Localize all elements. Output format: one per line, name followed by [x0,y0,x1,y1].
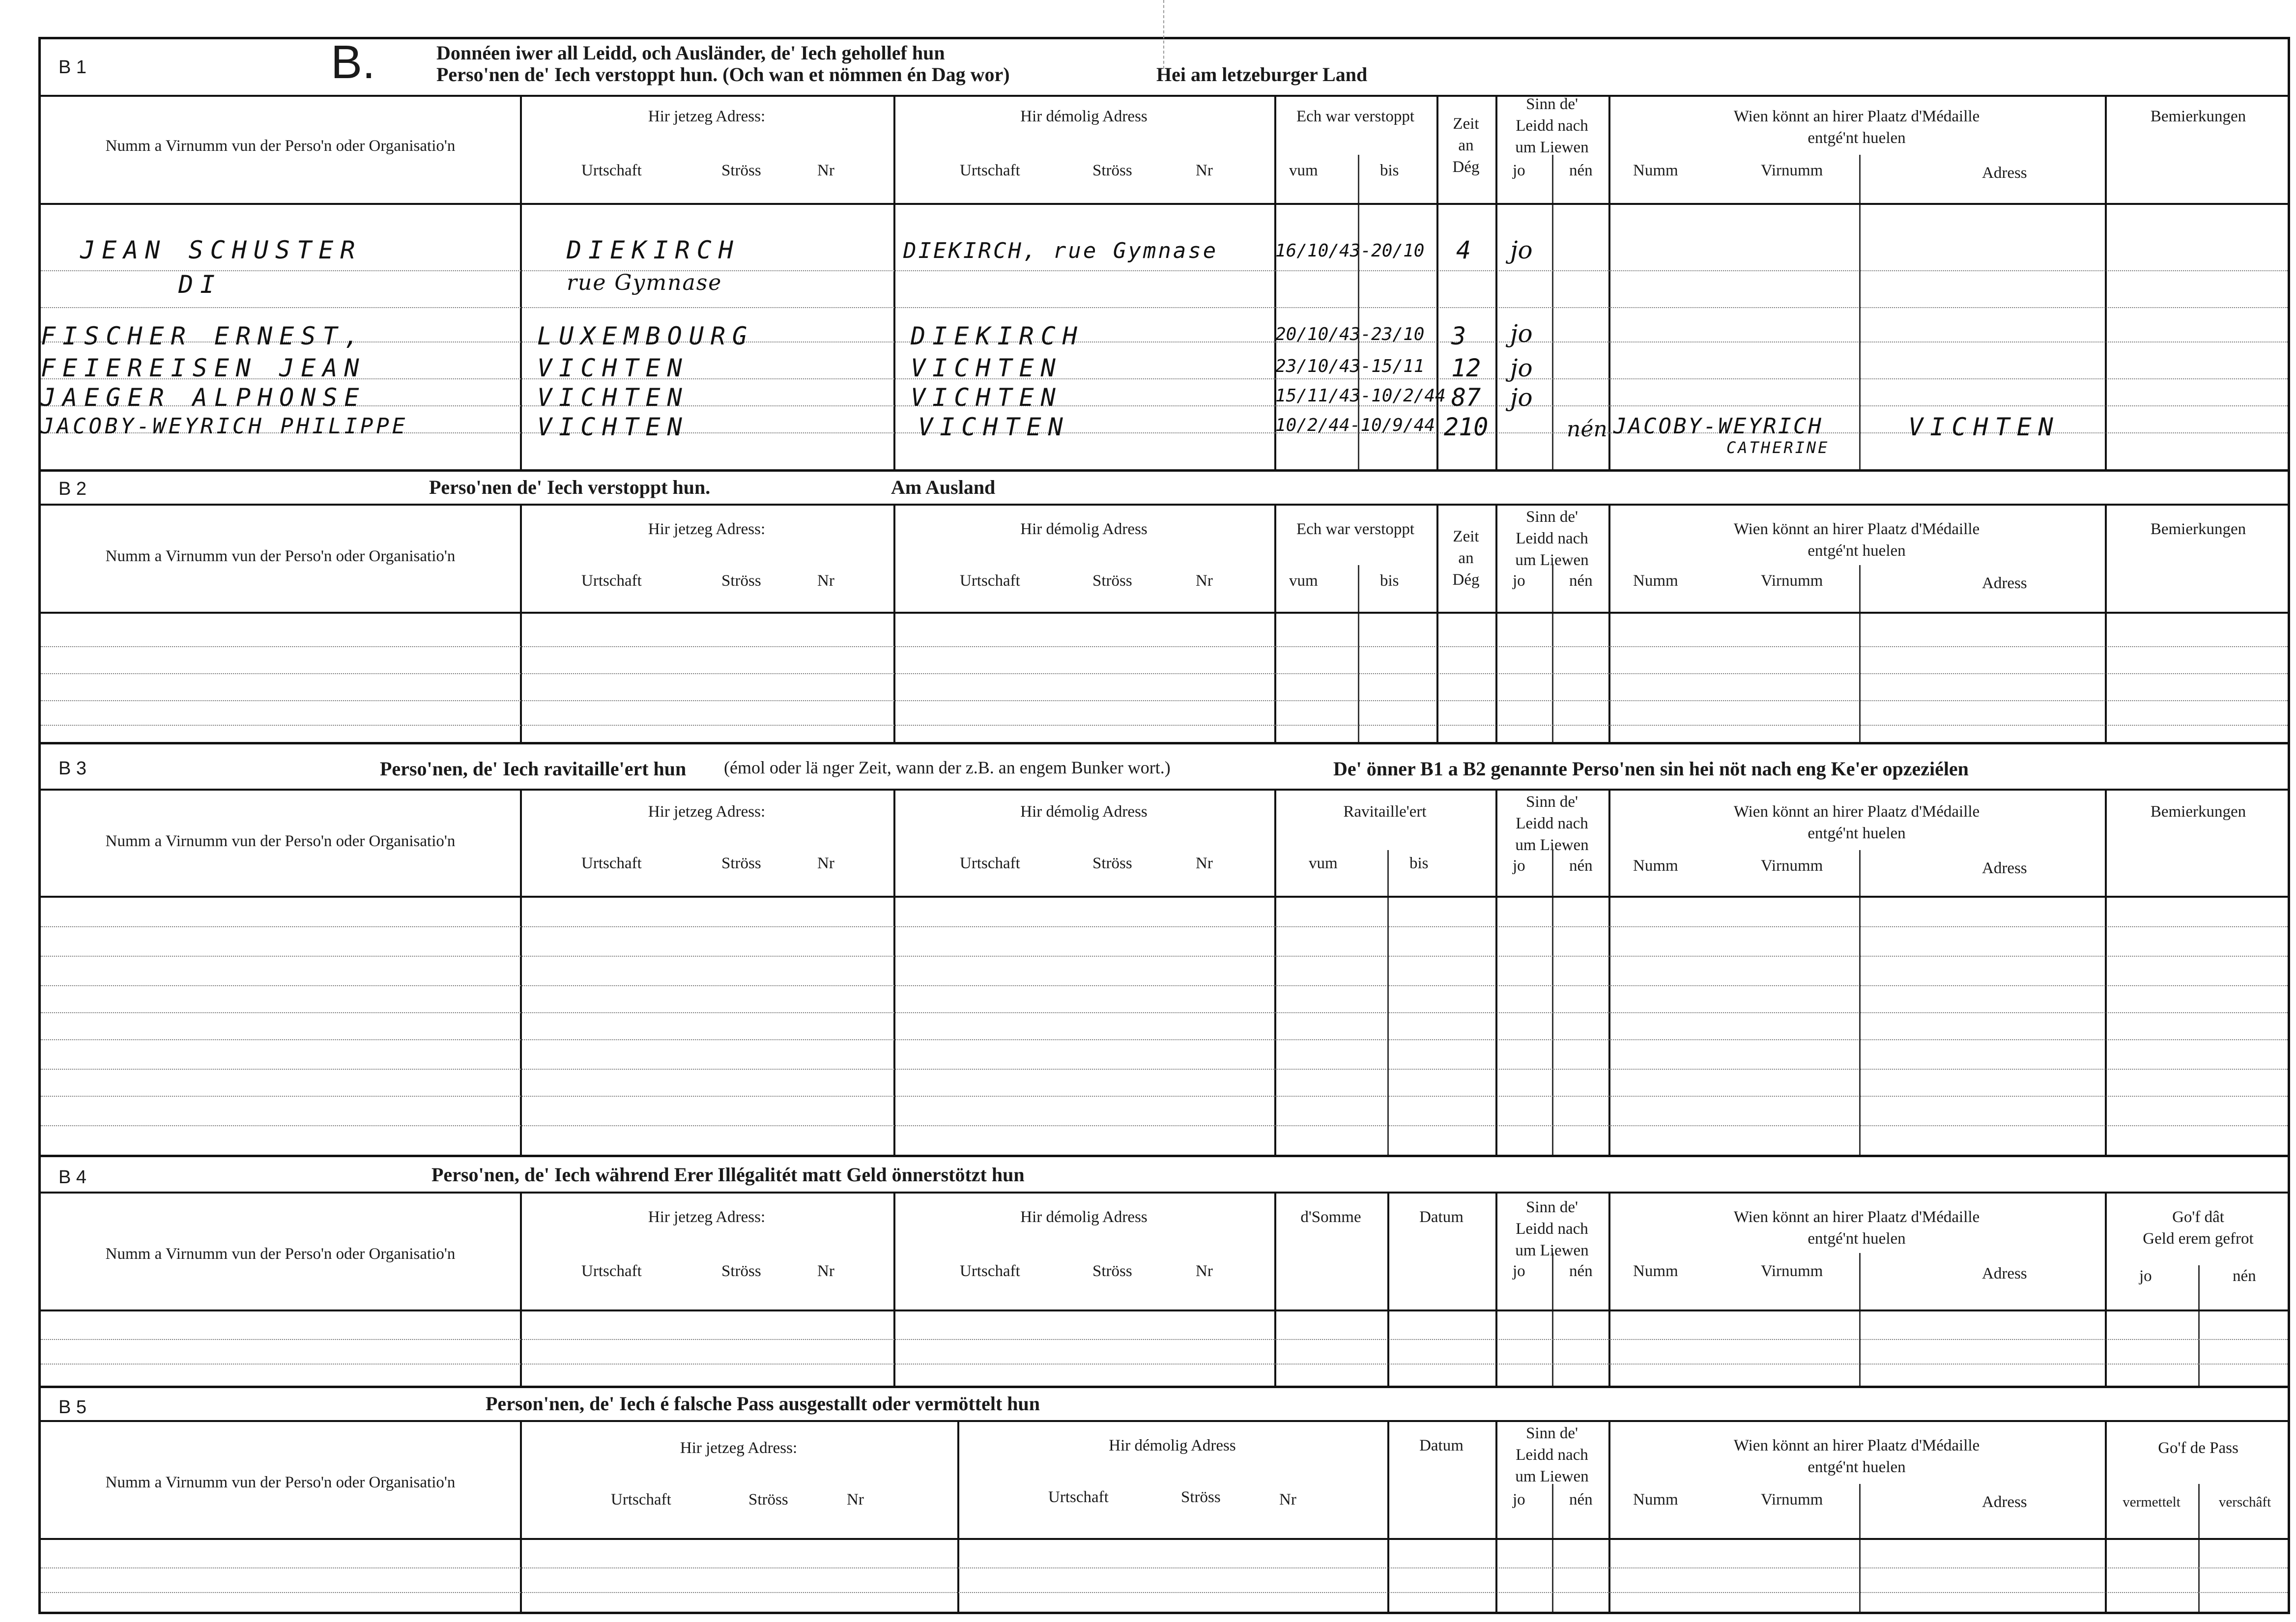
header-from: vum [1289,162,1318,179]
header-danger-1: Sinn de' [1526,508,1578,526]
row-current-place: VICHTEN [537,413,689,441]
header-remarks: Bemierkungen [2150,520,2246,538]
header-current-address: Hir jetzeg Adress: [648,520,766,538]
row-current-place: VICHTEN [537,383,689,412]
header-danger-1: Sinn de' [1526,95,1578,113]
section-b3-note: (émol oder lä nger Zeit, wann der z.B. an engem Bunker wort.) [724,758,1171,777]
header-number: Nr [817,1262,834,1280]
header-number: Nr [1196,854,1213,872]
header-medal-1: Wien könnt an hirer Plaatz d'Médaille [1733,108,1980,125]
section-b2-title: Perso'nen de' Iech verstoppt hun. [429,476,711,498]
header-firstname: Virnumm [1761,1491,1823,1508]
header-no: nén [1569,1262,1593,1280]
header-surname: Numm [1633,572,1678,590]
header-danger-3: um Liewen [1515,139,1589,156]
header-surname: Numm [1633,1491,1678,1508]
section-letter: B. [331,36,375,88]
header-danger-2: Leidd nach [1516,530,1588,547]
header-number: Nr [1196,162,1213,179]
header-address: Adress [1982,1493,2027,1511]
header-place: Urtschaft [581,572,642,590]
section-b2-header [41,472,2288,506]
section-b3-header [41,744,2288,791]
header-time-3: Dég [1452,571,1480,589]
row-former-address: DIEKIRCH [911,322,1084,350]
header-place: Urtschaft [960,854,1020,872]
header-danger-3: um Liewen [1515,551,1589,569]
section-b4 [38,1155,2290,1388]
row-name: JACOBY-WEYRICH PHILIPPE [41,414,408,439]
row-days: 3 [1451,322,1466,350]
header-to: bis [1409,854,1429,872]
row-medal-address: VICHTEN [1908,413,2060,441]
row-former-address: VICHTEN [918,413,1070,441]
row-days: 4 [1456,236,1471,264]
row-former-address: VICHTEN [911,383,1062,412]
header-name: Numm a Virnumm vun der Perso'n oder Organisatio'n [105,1245,456,1263]
header-danger-2: Leidd nach [1516,117,1588,135]
row-current-place: LUXEMBOURG [537,322,754,350]
section-b5-title: Person'nen, de' Iech é falsche Pass ausgestallt oder vermöttelt hun [486,1393,1040,1415]
section-b1-subtitle-suffix: Hei am letzeburger Land [1156,63,1368,85]
header-medal-2: entgé'nt huelen [1808,825,1906,842]
header-sum: d'Somme [1300,1208,1361,1226]
row-from-to: 15/11/43-10/2/44 [1275,386,1446,406]
header-hidden: Ech war verstoppt [1296,108,1415,125]
header-from: vum [1309,854,1338,872]
header-name: Numm a Virnumm vun der Perso'n oder Organisatio'n [105,547,456,565]
header-number: Nr [817,572,834,590]
header-danger-2: Leidd nach [1516,1220,1588,1238]
header-danger-3: um Liewen [1515,1242,1589,1259]
header-danger-2: Leidd nach [1516,1446,1588,1464]
row-name-2: DI [178,270,222,299]
header-danger-1: Sinn de' [1526,1198,1578,1216]
header-given: verschâft [2218,1494,2271,1510]
header-medal-1: Wien könnt an hirer Plaatz d'Médaille [1733,520,1980,538]
header-place: Urtschaft [1048,1488,1109,1506]
header-no: nén [1569,1491,1593,1508]
header-time-3: Dég [1452,158,1480,176]
header-address: Adress [1982,164,2027,182]
row-name: FEIEREISEN JEAN [41,354,366,382]
header-place: Urtschaft [960,1262,1020,1280]
row-from-to: 23/10/43-15/11 [1275,356,1425,376]
header-street: Ströss [721,162,761,179]
section-b3-label: B 3 [58,758,87,779]
row-name: JEAN SCHUSTER [80,236,362,264]
header-number: Nr [817,162,834,179]
section-b3-title-suffix: De' önner B1 a B2 genannte Perso'nen sin hei nöt nach eng Ke'er opzeziélen [1333,758,1969,780]
header-name: Numm a Virnumm vun der Perso'n oder Organisatio'n [105,1474,456,1491]
header-street: Ströss [1092,854,1132,872]
header-date: Datum [1419,1208,1464,1226]
header-address: Adress [1982,1265,2027,1282]
section-b2-label: B 2 [58,479,87,499]
header-former-address: Hir démolig Adress [1109,1437,1236,1454]
fold-mark [1163,0,1164,69]
section-b5-header [41,1388,2288,1422]
header-time-2: an [1458,549,1474,567]
row-medal-surname: JACOBY-WEYRICH [1613,414,1823,439]
section-b4-title: Perso'nen, de' Iech während Erer Illégalitét matt Geld önnerstötzt hun [431,1164,1025,1186]
header-firstname: Virnumm [1761,857,1823,875]
header-time-1: Zeit [1453,115,1479,133]
section-b4-label: B 4 [58,1167,87,1188]
header-no: nén [2233,1267,2256,1285]
header-remarks: Bemierkungen [2150,803,2246,821]
section-b3-title: Perso'nen, de' Iech ravitaille'ert hun [380,758,687,780]
header-yes: jo [1513,162,1525,179]
header-yes: jo [1513,1262,1525,1280]
header-pass: Go'f de Pass [2158,1439,2239,1457]
header-medal-2: entgé'nt huelen [1808,542,1906,560]
header-street: Ströss [1092,572,1132,590]
header-address: Adress [1982,859,2027,877]
row-days: 12 [1451,354,1481,382]
header-money-1: Go'f dât [2172,1208,2224,1226]
header-place: Urtschaft [581,162,642,179]
header-street: Ströss [721,572,761,590]
section-b1-label: B 1 [58,57,87,78]
header-place: Urtschaft [960,162,1020,179]
header-medal-1: Wien könnt an hirer Plaatz d'Médaille [1733,1437,1980,1454]
header-former-address: Hir démolig Adress [1020,520,1148,538]
header-street: Ströss [1181,1488,1221,1506]
row-yes: jo [1510,354,1533,382]
header-street: Ströss [1092,1262,1132,1280]
header-surname: Numm [1633,162,1678,179]
header-from: vum [1289,572,1318,590]
header-remarks: Bemierkungen [2150,108,2246,125]
header-number: Nr [1279,1491,1296,1508]
header-name: Numm a Virnumm vun der Perso'n oder Organisatio'n [105,832,456,850]
section-b3 [38,742,2290,1157]
header-number: Nr [847,1491,864,1508]
row-former-address: DIEKIRCH, rue Gymnase [903,238,1218,263]
header-no: nén [1569,162,1593,179]
row-name: FISCHER ERNEST, [41,322,366,350]
header-yes: jo [1513,1491,1525,1508]
header-yes: jo [2139,1267,2152,1285]
header-current-address: Hir jetzeg Adress: [648,1208,766,1226]
row-yes: jo [1510,383,1533,412]
header-money-2: Geld erem gefrot [2143,1230,2254,1248]
header-number: Nr [1196,572,1213,590]
header-yes: jo [1513,572,1525,590]
header-yes: jo [1513,857,1525,875]
header-danger-2: Leidd nach [1516,815,1588,832]
header-date: Datum [1419,1437,1464,1454]
header-address: Adress [1982,574,2027,592]
header-current-address: Hir jetzeg Adress: [680,1439,798,1457]
section-b1-subtitle: Perso'nen de' Iech verstoppt hun. (Och wan et nömmen én Dag wor) [436,63,1010,85]
row-current-place: VICHTEN [537,354,689,382]
header-no: nén [1569,857,1593,875]
header-to: bis [1380,572,1399,590]
row-days: 210 [1444,413,1489,441]
row-no: nén [1567,417,1607,442]
header-danger-1: Sinn de' [1526,793,1578,811]
row-from-to: 20/10/43-23/10 [1275,324,1425,344]
header-street: Ströss [748,1491,788,1508]
header-surname: Numm [1633,857,1678,875]
header-firstname: Virnumm [1761,162,1823,179]
header-medal-1: Wien könnt an hirer Plaatz d'Médaille [1733,803,1980,821]
header-hidden: Ech war verstoppt [1296,520,1415,538]
row-medal-firstname: CATHERINE [1726,438,1830,457]
header-danger-3: um Liewen [1515,1468,1589,1485]
header-medal-1: Wien könnt an hirer Plaatz d'Médaille [1733,1208,1980,1226]
section-b5-label: B 5 [58,1397,87,1418]
section-b1-title: Donnéen iwer all Leidd, och Ausländer, de' Iech gehollef hun [436,42,945,64]
header-former-address: Hir démolig Adress [1020,108,1148,125]
header-supplied: Ravitaille'ert [1343,803,1427,821]
header-surname: Numm [1633,1262,1678,1280]
section-b2 [38,469,2290,744]
row-from-to: 16/10/43-20/10 [1275,241,1425,261]
header-place: Urtschaft [960,572,1020,590]
row-yes: jo [1510,236,1533,264]
header-firstname: Virnumm [1761,1262,1823,1280]
header-mediated: vermettelt [2123,1494,2181,1510]
row-former-address: VICHTEN [911,354,1062,382]
header-street: Ströss [721,854,761,872]
row-current-place: DIEKIRCH [567,236,740,264]
header-medal-2: entgé'nt huelen [1808,129,1906,147]
header-time-2: an [1458,137,1474,154]
header-place: Urtschaft [581,1262,642,1280]
header-to: bis [1380,162,1399,179]
section-b1-header [41,36,2288,97]
header-street: Ströss [1092,162,1132,179]
section-b1 [38,37,2290,472]
header-former-address: Hir démolig Adress [1020,803,1148,821]
header-firstname: Virnumm [1761,572,1823,590]
header-danger-1: Sinn de' [1526,1424,1578,1442]
header-current-address: Hir jetzeg Adress: [648,108,766,125]
header-former-address: Hir démolig Adress [1020,1208,1148,1226]
header-current-address: Hir jetzeg Adress: [648,803,766,821]
row-current-street: rue Gymnase [567,270,722,295]
row-name: JAEGER ALPHONSE [41,383,366,412]
section-b4-header [41,1157,2288,1194]
header-place: Urtschaft [611,1491,671,1508]
section-b2-title-suffix: Am Ausland [891,476,996,498]
header-medal-2: entgé'nt huelen [1808,1230,1906,1248]
section-b5 [38,1386,2290,1614]
header-number: Nr [817,854,834,872]
header-time-1: Zeit [1453,528,1479,545]
header-number: Nr [1196,1262,1213,1280]
header-street: Ströss [721,1262,761,1280]
header-medal-2: entgé'nt huelen [1808,1458,1906,1476]
row-from-to: 10/2/44-10/9/44 [1275,415,1435,435]
header-place: Urtschaft [581,854,642,872]
row-days: 87 [1451,383,1481,412]
header-no: nén [1569,572,1593,590]
row-yes: jo [1510,319,1533,348]
header-name: Numm a Virnumm vun der Perso'n oder Organisatio'n [105,137,456,155]
header-danger-3: um Liewen [1515,836,1589,854]
